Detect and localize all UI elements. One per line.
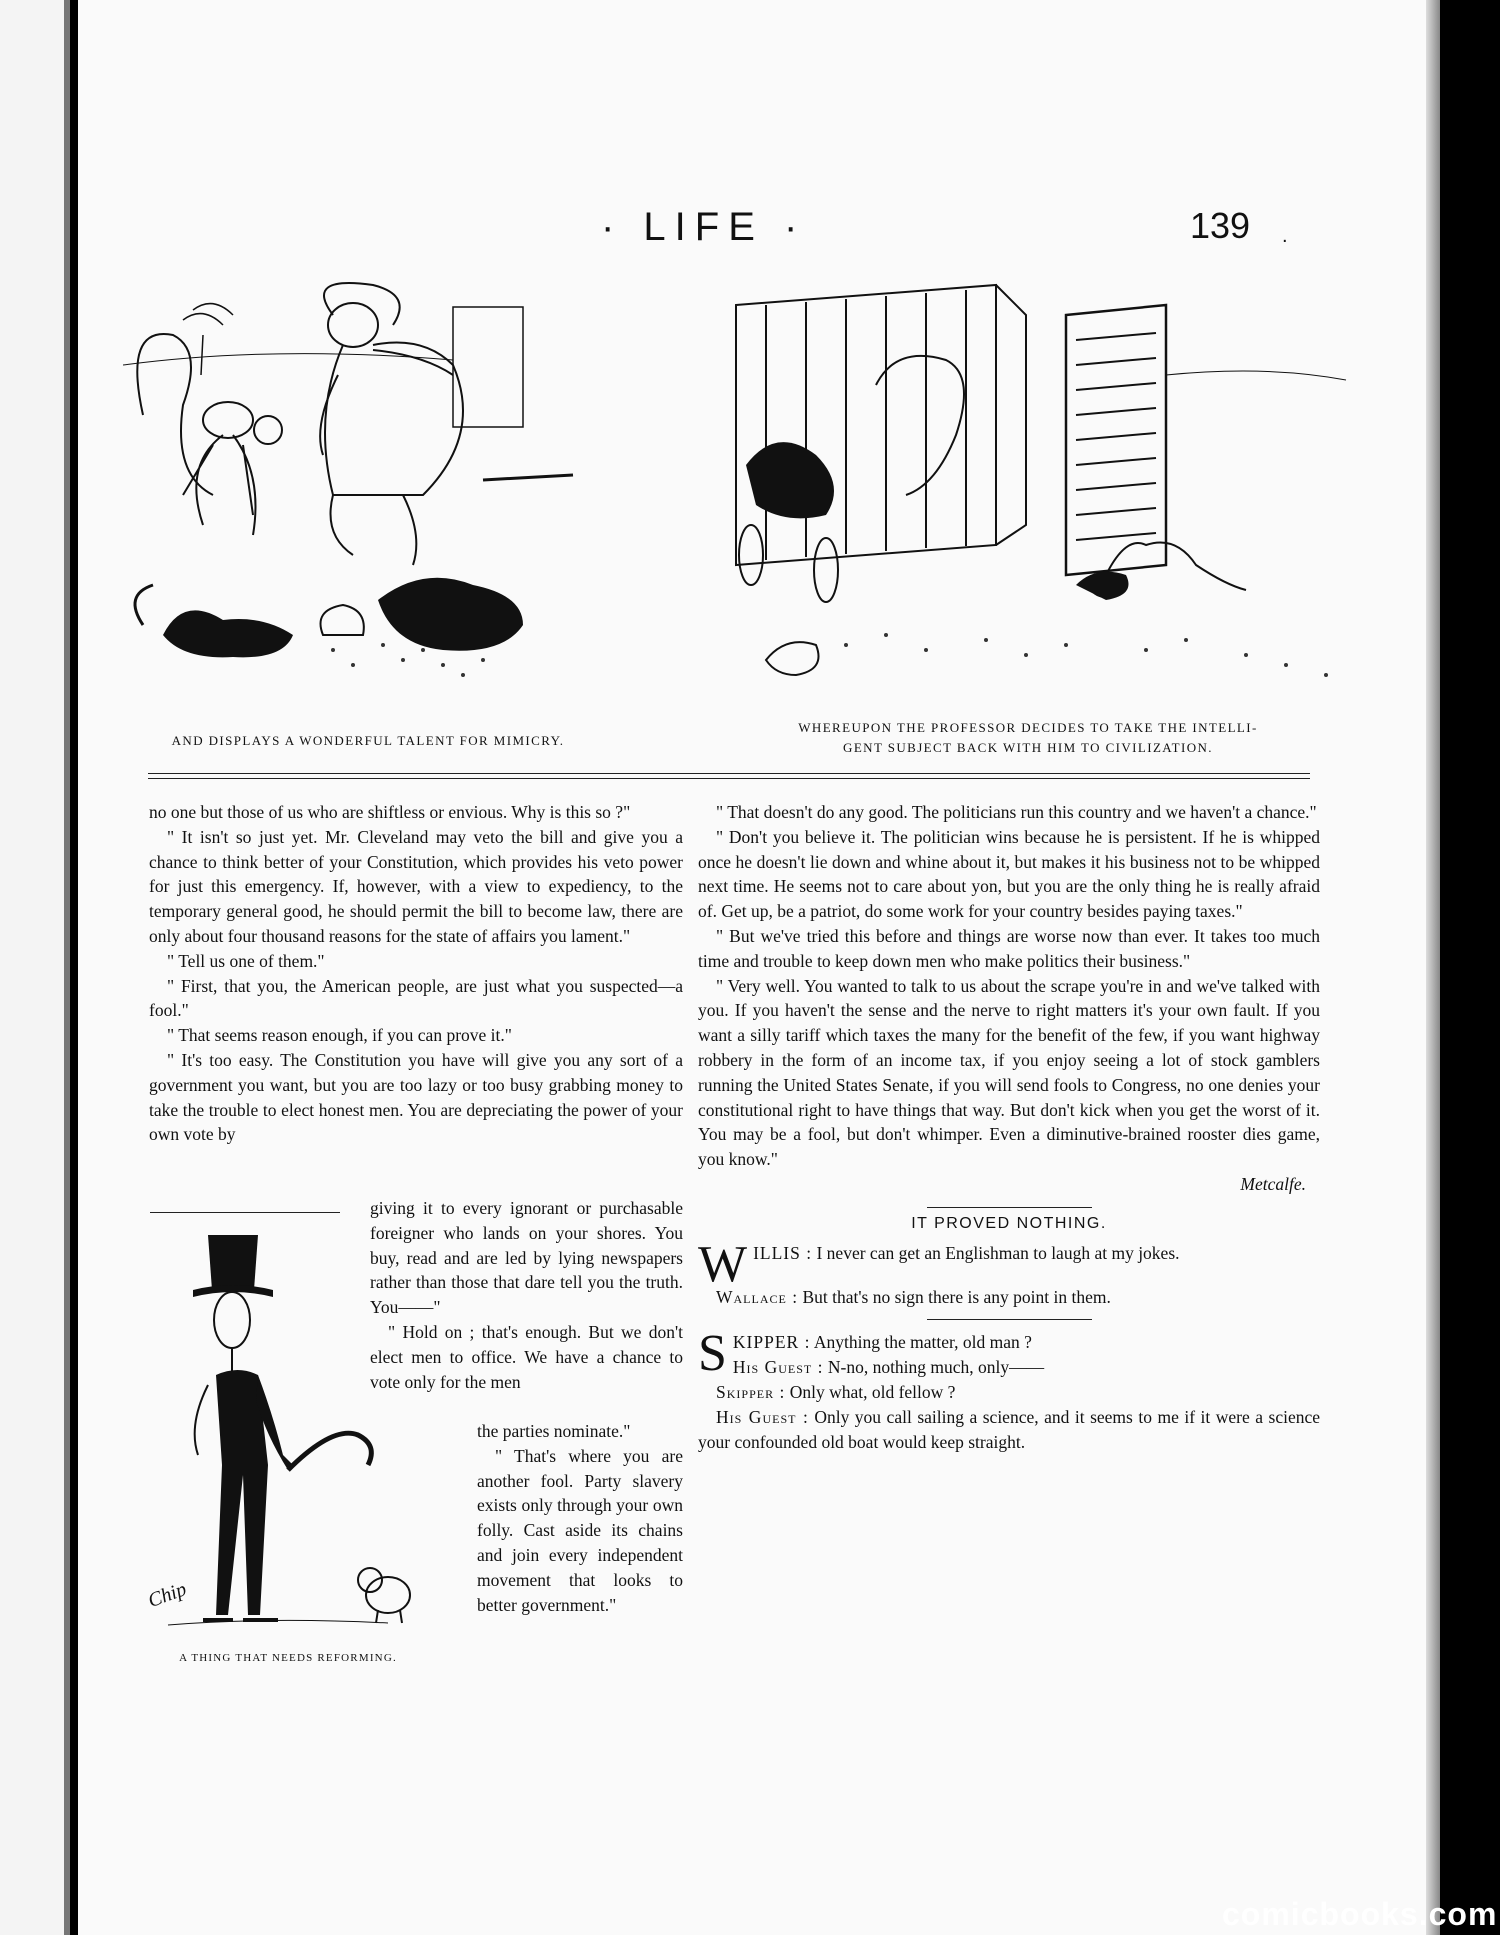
chip-signature: Chip	[145, 1578, 190, 1613]
paragraph: " But we've tried this before and things are worse now than ever. It takes too much time and trouble to keep down men who make politics their business."	[698, 925, 1320, 971]
joke-guest-2	[698, 1405, 1320, 1455]
right-column-text	[698, 800, 1320, 1454]
speaker-wallace: Wallace :	[716, 1286, 799, 1307]
paragraph: " First, that you, the American people, are just what you suspected—a fool."	[149, 975, 683, 1021]
illustration-top-rule	[150, 1212, 340, 1213]
magazine-page	[78, 0, 1440, 1935]
line-willis: I never can get an Englishman to laugh at my jokes.	[816, 1242, 1180, 1263]
paragraph: no one but those of us who are shiftless or envious. Why is this so ?"	[149, 802, 631, 822]
line-guest: N-no, nothing much, only——	[827, 1357, 1045, 1378]
paragraph: " That doesn't do any good. The politicians run this country and we haven't a chance."	[716, 802, 1317, 822]
paragraph: " Very well. You wanted to talk to us about the scrape you're in and we've talked with you. If you haven't the sense and the nerve to right matters it's your own fault. If you want a silly tariff which taxes the many for the benefit of the few, if you want highway robbery in the form of an income tax, if you enjoy seeing a lot of stock gamblers running the United States Senate, if you will send fools to Congress, no one denies your constitutional right to have things that way. But don't kick when you get the worst of it. You may be a fool, but don't whimper. Even a diminutive-brained rooster dies game, you know."	[698, 975, 1320, 1170]
line-wallace: But that's no sign there is any point in them.	[802, 1286, 1111, 1307]
dropcap-s: S	[698, 1325, 727, 1383]
section-rule-2	[148, 778, 1310, 779]
caption-reforming: A THING THAT NEEDS REFORMING.	[179, 1652, 397, 1664]
speaker-skipper: KIPPER :	[732, 1332, 811, 1353]
paragraph: " Don't you believe it. The politician wins because he is persistent. If he is whipped once he doesn't lie down and whine about it, but makes it his business not to be whipped next time. He seems not to care about yon, but you are the only thing he is really afraid of. Get up, be a patriot, do some work for your country besides paying taxes."	[698, 826, 1320, 922]
caption-cage-line2: GENT SUBJECT BACK WITH HIM TO CIVILIZATION.	[843, 740, 1213, 755]
paragraph: " That's where you are another fool. Party slavery exists only through your own folly. Cast aside its chains and join every independent movement that looks to better government."	[477, 1445, 683, 1615]
paragraph: " That seems reason enough, if you can prove it."	[167, 1025, 512, 1046]
author-signature: Metcalfe.	[1240, 1173, 1306, 1194]
spine	[64, 0, 70, 1935]
caption-cage-line1: WHEREUPON THE PROFESSOR DECIDES TO TAKE THE INTELLI-	[798, 720, 1258, 735]
speaker-willis: ILLIS :	[753, 1242, 813, 1263]
illustration-cage	[726, 265, 1366, 705]
speaker-skipper-2: Skipper :	[716, 1381, 786, 1402]
page-header	[78, 205, 1440, 255]
paragraph: " It's too easy. The Constitution you have will give you any sort of a government you want, but you are too lazy or too busy grabbing money to take the trouble to elect honest men. You are depreciating the power of your own vote by	[149, 1049, 683, 1145]
page-number: 139	[1190, 205, 1251, 246]
speaker-guest-2: His Guest :	[716, 1406, 809, 1427]
illustration-mimicry	[123, 265, 703, 705]
line-skipper: Anything the matter, old man ?	[813, 1332, 1032, 1353]
joke-willis	[698, 1235, 1320, 1293]
paragraph: giving it to every ignorant or purchasable foreigner who lands on your shores. You buy, read and are led by lying newspapers rather than those that dare tell you the truth. You——"	[370, 1198, 683, 1318]
left-column-narrow	[477, 1419, 683, 1617]
short-rule	[927, 1207, 1092, 1208]
left-column-text	[149, 800, 683, 1147]
joke-skipper-2	[698, 1380, 1320, 1405]
paragraph: " Hold on ; that's enough. But we don't elect men to office. We have a chance to vote only for the men	[370, 1321, 683, 1392]
short-rule	[927, 1319, 1092, 1320]
left-column-wrap	[370, 1196, 683, 1394]
header-dot: .	[1282, 225, 1288, 247]
speaker-guest: His Guest :	[732, 1357, 824, 1378]
line-guest-2: Only you call sailing a science, and it seems to me if it were a science your confounded old boat would keep straight.	[698, 1406, 1321, 1452]
joke-skipper	[698, 1325, 1320, 1383]
line-skipper-2: Only what, old fellow ?	[789, 1381, 956, 1402]
joke-title: IT PROVED NOTHING.	[911, 1214, 1107, 1232]
paragraph: the parties nominate."	[477, 1421, 631, 1441]
joke-wallace	[698, 1285, 1320, 1310]
dropcap-w: W	[698, 1235, 748, 1293]
section-rule-1	[148, 773, 1310, 774]
left-page-edge	[0, 0, 70, 1935]
watermark-text: comicbooks.com	[1222, 1896, 1498, 1932]
paragraph: " Tell us one of them."	[167, 950, 325, 971]
page-edge	[1426, 0, 1440, 1935]
magazine-title: · LIFE ·	[601, 205, 807, 249]
caption-mimicry: AND DISPLAYS A WONDERFUL TALENT FOR MIMICRY.	[171, 733, 565, 748]
caption-cage	[728, 718, 1328, 758]
paragraph: " It isn't so just yet. Mr. Cleveland may veto the bill and give you a chance to think better of your Constitution, which provides his veto power for just this emergency. If, however, with a view to expediency, to the temporary general good, he should permit the bill to become law, there are only about four thousand reasons for the state of affairs you lament."	[149, 826, 683, 946]
